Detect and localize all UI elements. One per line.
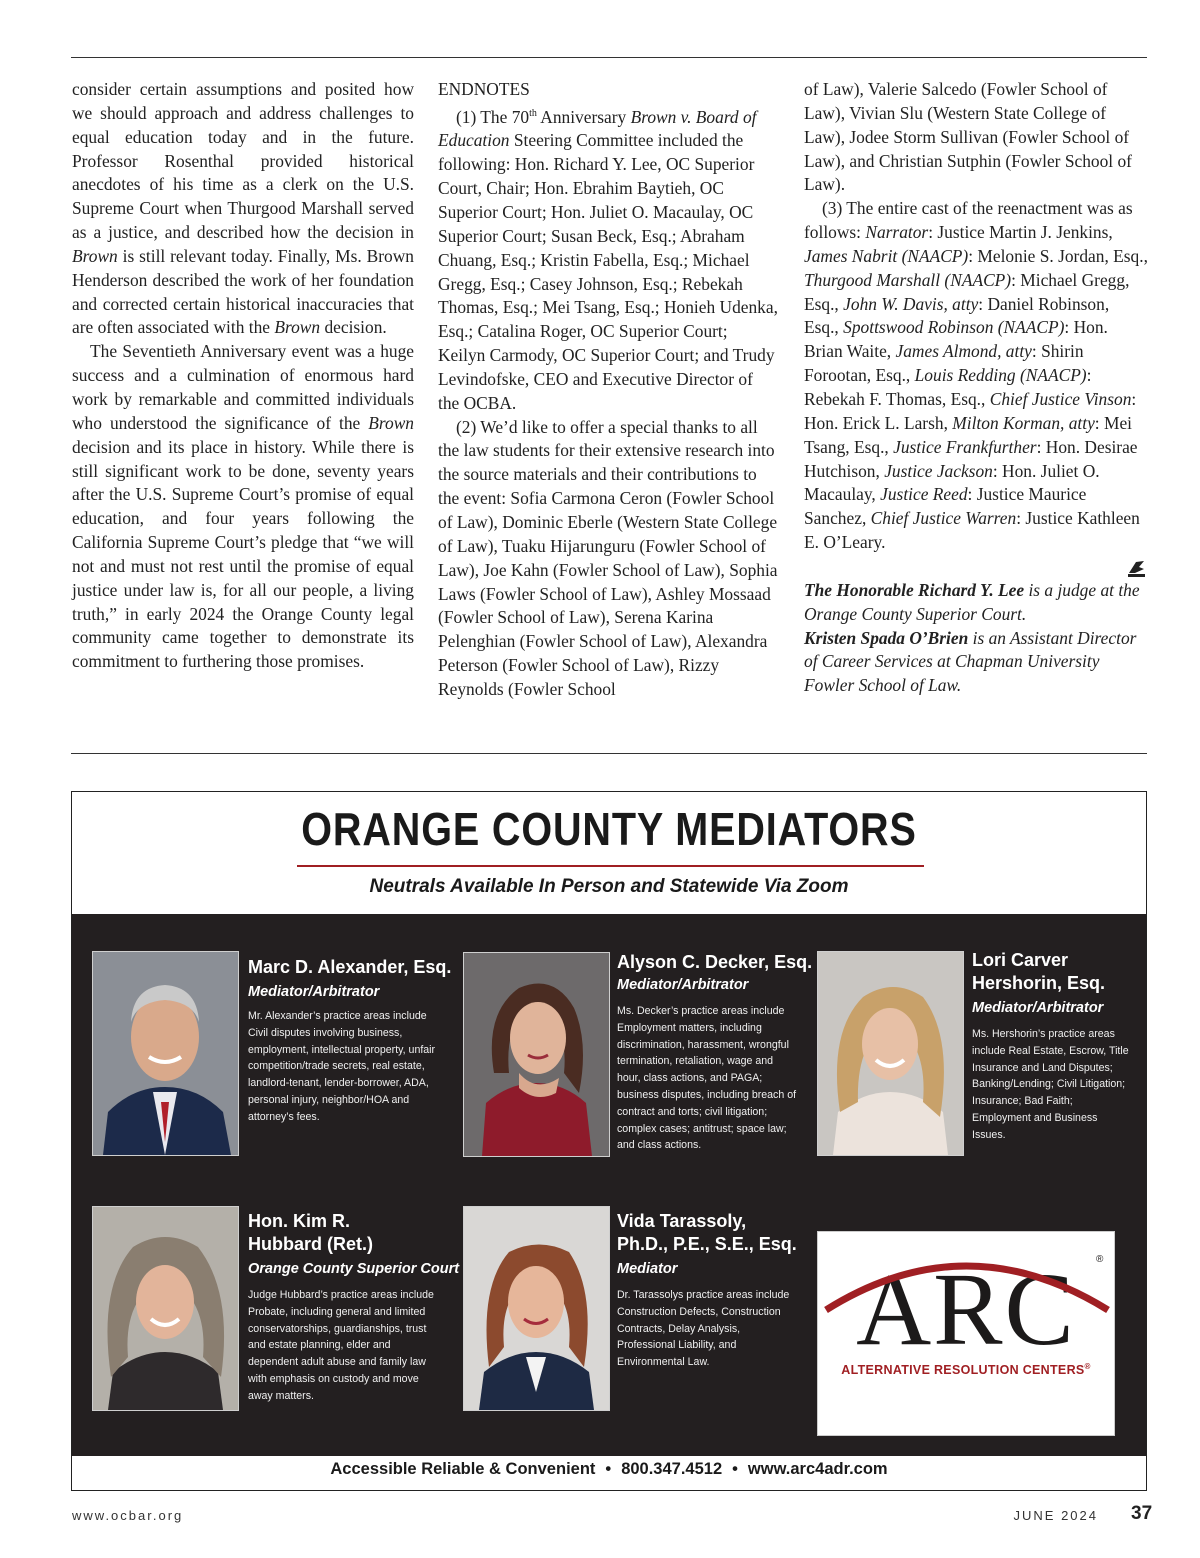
arc-logo-letters: ARC (856, 1252, 1076, 1362)
cast-role: John W. Davis, atty (843, 293, 979, 314)
mediator-description: Ms. Decker’s practice areas include Employment matters, including discrimination, harassment, wrongful termination, retaliation, wage and hour, class actions, and PAGA; business disputes, including breach of contract and torts; civil litigation; complex cases; antitrust; space law; and class actions. (617, 1005, 797, 1152)
ad-title-underline (297, 865, 924, 867)
mediator-name: Alyson C. Decker, Esq. (617, 952, 813, 972)
cast-actor: Rebekah F. Thomas, Esq., (804, 388, 986, 409)
cast-role: Thurgood Marshall (NAACP) (804, 269, 1012, 290)
cast-actor: Justice Maurice Sanchez, (804, 484, 1087, 529)
paragraph: consider certain assumptions and posited how we should approach and address challenges to equal education today and in the future. Professor Rosenthal provided historical anecdotes of his time as a clerk on the U.S. Supreme Court when Thurgood Marshall served as a justice, and described how the decision in Brown is still relevant today. Finally, Ms. Brown Henderson described the work of her foundation and corrected certain historical inaccuracies that are often associated with the Brown decision. (72, 79, 414, 338)
cast-role: Louis Redding (NAACP) (914, 365, 1087, 386)
cast-role: Justice Jackson (884, 460, 993, 481)
mediator-role: Mediator/Arbitrator (617, 977, 749, 993)
ad-footer: Accessible Reliable & Convenient • 800.347.4512 • www.arc4adr.com (330, 1460, 888, 1478)
mediator-description: Dr. Tarassolys practice areas include Construction Defects, Construction Contracts, Delay Analysis, Professional Liability, and Environmental Law. (617, 1289, 790, 1369)
ad-subtitle: Neutrals Available In Person and Statewide Via Zoom (369, 876, 849, 897)
ad-website-link[interactable]: www.arc4adr.com (747, 1460, 888, 1478)
mediator-description: Mr. Alexander’s practice areas include Civil disputes involving business, employment, intellectual property, unfair competition/trade secrets, real estate, landlord-tenant, lender-borrower, ADA, personal injury, neighbor/HOA and attorney’s fees. (248, 1010, 436, 1123)
article-column-1 (72, 78, 414, 674)
mediator-role: Mediator/Arbitrator (248, 984, 380, 1000)
cast-role: Chief Justice Vinson (989, 388, 1132, 409)
endnote-2: (2) We’d like to offer a special thanks to all the law students for their extensive research into the source materials and their contributions to the event: Sofia Carmona Ceron (Fowler School of Law), Dominic Eberle (Western State College of Law), Tuaku Hijarunguru (Fowler School of Law), Joe Kahn (Fowler School of Law), Sophia Laws (Fowler School of Law), Ashley Mossaad (Fowler School of Law), Serena Karina Pelenghian (Fowler School of Law), Alexandra Peterson (Fowler School of Law), Rizzy Reynolds (Fowler School (438, 416, 778, 699)
ad-separator-rule (71, 753, 1147, 754)
arc-logo-mark-icon (818, 1232, 1114, 1362)
spacer (804, 555, 1148, 579)
ocba-end-mark-icon (1127, 559, 1146, 578)
arc-logo (817, 1231, 1115, 1436)
registered-mark: ® (1096, 1254, 1104, 1265)
mediator-photo-tarassoly (463, 1206, 610, 1411)
cast-role: Narrator (865, 222, 929, 243)
cast-actor: Hon. Desirae Hutchison, (804, 436, 1138, 481)
footer-website[interactable]: www.ocbar.org (72, 1508, 184, 1523)
mediator-photo-alexander (92, 951, 239, 1156)
cast-role: Justice Reed (880, 484, 968, 505)
author-bio-2: Kristen Spada O’Brien is an Assistant Director of Career Services at Chapman University Fowler School of Law. (804, 627, 1137, 696)
cast-actor: Mei Tsang, Esq., (804, 412, 1132, 457)
ad-title: ORANGE COUNTY MEDIATORS (301, 803, 917, 855)
endnote-2-continued: of Law), Valerie Salcedo (Fowler School of Law), Vivian Slu (Western State College of Law), Jodee Storm Sullivan (Fowler School of Law), and Christian Sutphin (Fowler School of Law). (804, 79, 1132, 195)
ad-tagline: Accessible Reliable & Convenient (330, 1460, 596, 1478)
cast-role: Chief Justice Warren (870, 508, 1017, 529)
top-rule (71, 57, 1147, 58)
orange-county-mediators-ad (71, 791, 1147, 1491)
mediator-name: Lori Carver Hershorin, Esq. (972, 950, 1106, 993)
mediator-photo-hubbard (92, 1206, 239, 1411)
mediator-role: Orange County Superior Court (248, 1261, 460, 1277)
mediator-name: Hon. Kim R. Hubbard (Ret.) (248, 1211, 373, 1254)
cast-role: James Nabrit (NAACP) (804, 245, 969, 266)
mediator-photo-decker (463, 952, 610, 1157)
cast-role: Milton Korman, atty (952, 412, 1095, 433)
paragraph: The Seventieth Anniversary event was a huge success and a culmination of enormous hard work by remarkable and committed individuals who understood the significance of the Brown decision and its place in history. While there is still significant work to be done, seventy years after the U.S. Supreme Court’s promise of equal education, and four years following the California Supreme Court’s pledge that “we will not and must not rest until the promise of equal justice under law is, for all our people, a living truth,” in early 2024 the Orange County legal community came together to demonstrate its commitment to furthering those promises. (72, 341, 414, 672)
cast-role: James Almond, atty (895, 341, 1032, 362)
mediator-description: Ms. Hershorin’s practice areas include Real Estate, Escrow, Title Insurance and Land Disputes; Banking/Lending; Civil Litigation; Insurance; Bad Faith; Employment and Business Issues. (972, 1028, 1129, 1141)
mediator-description: Judge Hubbard’s practice areas include Probate, including general and limited conservatorships, guardianships, trust and estate planning, elder and dependent adult abuse and family law with emphasis on custody and move away matters. (248, 1289, 434, 1402)
endnotes-column (438, 78, 778, 702)
page-number: 37 (1131, 1503, 1153, 1524)
endnote-1: (1) The 70th Anniversary Brown v. Board of Education Steering Committee included the following: Hon. Richard Y. Lee, OC Superior Court, Chair; Hon. Ebrahim Baytieh, OC Superior Court; Hon. Juliet O. Macaulay, OC Superior Court; Susan Beck, Esq.; Abraham Chuang, Esq.; Kristin Fabella, Esq.; Michael Gregg, Esq.; Casey Johnson, Esq.; Rebekah Thomas, Esq.; Mei Tsang, Esq.; Honieh Udenka, Esq.; Catalina Roger, OC Superior Court; Keilyn Carmody, OC Superior Court; and Trudy Levindofske, CEO and Executive Director of the OCBA. (438, 106, 778, 413)
cast-actor: Hon. Brian Waite, (804, 317, 1108, 362)
cast-actor: Hon. Erick L. Larsh, (804, 412, 948, 433)
ad-phone[interactable]: 800.347.4512 (621, 1460, 723, 1478)
mediator-name: Vida Tarassoly, Ph.D., P.E., S.E., Esq. (617, 1211, 797, 1254)
mediator-photo-hershorin (817, 951, 964, 1156)
footer-issue-date: JUNE 2024 (1013, 1508, 1098, 1523)
mediator-role: Mediator/Arbitrator (972, 1000, 1104, 1016)
cast-role: Justice Frankfurther (893, 436, 1037, 457)
cast-actor: Michael Gregg, Esq., (804, 269, 1130, 314)
cast-actor: Melonie S. Jordan, Esq., (977, 245, 1148, 266)
author-bio-1: The Honorable Richard Y. Lee is a judge at the Orange County Superior Court. (804, 579, 1140, 624)
mediator-name: Marc D. Alexander, Esq. (248, 957, 452, 977)
article-column-3 (804, 78, 1148, 698)
endnote-3: (3) The entire cast of the reenactment was as follows: Narrator: Justice Martin J. Jenkins, James Nabrit (NAACP): Melonie S. Jordan, Esq., Thurgood Marshall (NAACP): Michael Gregg, Esq., John W. Davis, atty: Daniel Robinson, Esq., Spottswood Robinson (NAACP): Hon. Brian Waite, James Almond, atty: Shirin Forootan, Esq., Louis Redding (NAACP): Rebekah F. Thomas, Esq., Chief Justice Vinson: Hon. Erick L. Larsh, Milton Korman, atty: Mei Tsang, Esq., Justice Frankfurther: Hon. Desirae Hutchison, Justice Jackson: Hon. Juliet O. Macaulay, Justice Reed: Justice Maurice Sanchez, Chief Justice Warren: Justice Kathleen E. O’Leary. (804, 198, 1148, 553)
cast-actor: Daniel Robinson, Esq., (804, 293, 1110, 338)
arc-tagline: ALTERNATIVE RESOLUTION CENTERS® (841, 1362, 1091, 1378)
cast-actor: Justice Martin J. Jenkins, (937, 222, 1113, 243)
mediators-panel (72, 914, 1146, 1456)
cast-role: Spottswood Robinson (NAACP) (843, 317, 1065, 338)
endnotes-heading: ENDNOTES (438, 79, 530, 99)
cast-actor: Justice Kathleen E. O’Leary. (804, 508, 1140, 553)
cast-actor: Hon. Juliet O. Macaulay, (804, 460, 1100, 505)
cast-actor: Shirin Forootan, Esq., (804, 341, 1084, 386)
mediator-role: Mediator (617, 1261, 678, 1277)
